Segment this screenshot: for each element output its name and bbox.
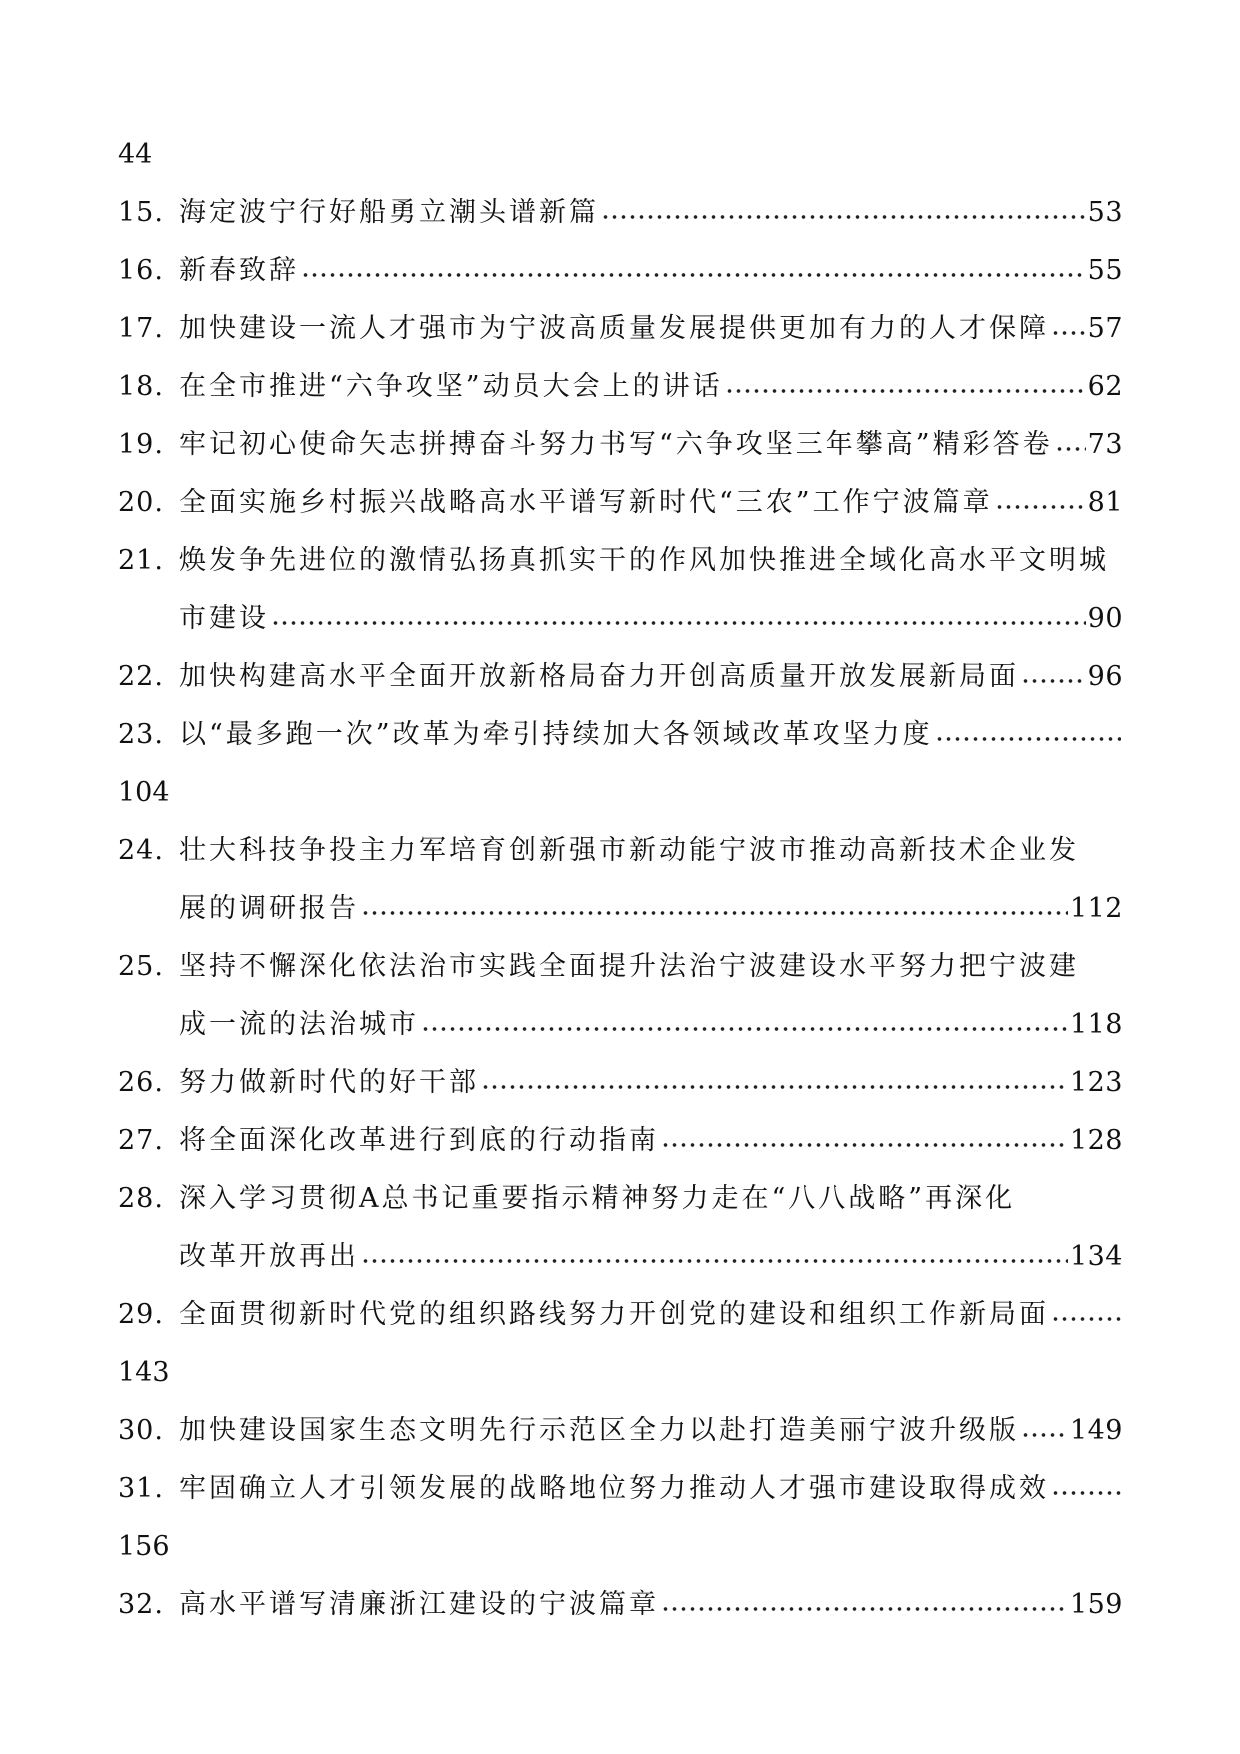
toc-page-number-overflow: 104 [118,777,170,808]
toc-page-number: 73 [1087,429,1123,460]
dot-leader [361,1259,1068,1263]
dot-leader [725,389,1086,393]
toc-entry-number: 30. [118,1415,164,1446]
dot-leader [421,1027,1068,1031]
toc-entry-number: 21. [118,545,164,576]
toc-entry-number: 22. [118,661,164,692]
toc-entry-title: 全面贯彻新时代党的组织路线努力开创党的建设和组织工作新局面 [179,1299,1049,1330]
toc-entry [118,1518,1123,1576]
toc-entry-title: 牢固确立人才引领发展的战略地位努力推动人才强市建设取得成效 [179,1473,1049,1504]
toc-entry-number: 31. [118,1473,164,1504]
toc-page-number-overflow: 44 [118,139,153,170]
toc-entry-title: 壮大科技争投主力军培育创新强市新动能宁波市推动高新技术企业发 [179,835,1079,866]
toc-page-number: 55 [1087,255,1123,286]
toc-entry-number: 28. [118,1183,164,1214]
toc-entry-title: 以“最多跑一次”改革为牵引持续加大各领域改革攻坚力度 [179,719,933,750]
toc-entry-title: 高水平谱写清廉浙江建设的宁波篇章 [179,1589,659,1620]
toc-entry [118,1402,1123,1460]
dot-leader [271,621,1086,625]
toc-entry [118,880,1123,938]
toc-entry [118,590,1123,648]
toc-page-number: 57 [1087,313,1123,344]
toc-entry [118,1576,1123,1634]
dot-leader [601,215,1086,219]
toc-entry-number: 17. [118,313,164,344]
dot-leader [661,1143,1068,1147]
toc-entry [118,996,1123,1054]
toc-entry [118,1054,1123,1112]
toc-page-number: 112 [1069,893,1123,924]
toc-entry-title: 成一流的法治城市 [179,1009,419,1040]
toc-entry [118,822,1123,880]
toc-page-number: 134 [1069,1241,1123,1272]
toc-entry [118,532,1123,590]
toc-entry-title: 全面实施乡村振兴战略高水平谱写新时代“三农”工作宁波篇章 [179,487,993,518]
toc-entry [118,1170,1123,1228]
toc-entry-number: 23. [118,719,164,750]
toc-page-number: 123 [1069,1067,1123,1098]
toc-entry-title: 加快构建高水平全面开放新格局奋力开创高质量开放发展新局面 [179,661,1019,692]
toc-entry-number: 24. [118,835,164,866]
toc-entry-title: 将全面深化改革进行到底的行动指南 [179,1125,659,1156]
toc-page-number: 81 [1087,487,1123,518]
toc-entry [118,1460,1123,1518]
toc-entry-number: 20. [118,487,164,518]
dot-leader [1021,1433,1068,1437]
toc-entry [118,938,1123,996]
toc-entry [118,764,1123,822]
toc-entry-title: 新春致辞 [179,255,299,286]
toc-page-number: 96 [1087,661,1123,692]
toc-entry-number: 19. [118,429,164,460]
toc-page-number: 90 [1087,603,1123,634]
toc-entry-number: 29. [118,1299,164,1330]
toc-page-number-overflow: 156 [118,1531,170,1562]
toc-entry-number: 26. [118,1067,164,1098]
toc-entry-title: 牢记初心使命矢志拼搏奋斗努力书写“六争攻坚三年攀高”精彩答卷 [179,429,1053,460]
dot-leader [1051,331,1086,335]
dot-leader [481,1085,1068,1089]
toc-page-number-overflow: 143 [118,1357,170,1388]
toc-entry-title: 努力做新时代的好干部 [179,1067,479,1098]
toc-entry-title: 加快建设一流人才强市为宁波高质量发展提供更加有力的人才保障 [179,313,1049,344]
toc-entry-number: 25. [118,951,164,982]
dot-leader [1021,679,1086,683]
dot-leader [1051,1317,1121,1321]
toc-entry-number: 15. [118,197,164,228]
toc-page-number: 62 [1087,371,1123,402]
toc-entry [118,1344,1123,1402]
dot-leader [935,737,1121,741]
toc-entry-number: 27. [118,1125,164,1156]
toc-entry [118,242,1123,300]
toc-entry-title: 在全市推进“六争攻坚”动员大会上的讲话 [179,371,723,402]
toc-entry [118,474,1123,532]
toc-entry-title: 坚持不懈深化依法治市实践全面提升法治宁波建设水平努力把宁波建 [179,951,1079,982]
toc-entry-title: 展的调研报告 [179,893,359,924]
toc-entry-title: 海定波宁行好船勇立潮头谱新篇 [179,197,599,228]
toc-entry-title: 市建设 [179,603,269,634]
toc-entry [118,416,1123,474]
dot-leader [661,1607,1068,1611]
toc-entry [118,1286,1123,1344]
toc-page-number: 118 [1069,1009,1123,1040]
toc-entry-number: 32. [118,1589,164,1620]
toc-page-number: 159 [1069,1589,1123,1620]
toc-entry [118,706,1123,764]
toc-entry [118,1112,1123,1170]
toc-entry-title: 改革开放再出 [179,1241,359,1272]
toc-entry [118,300,1123,358]
dot-leader [1051,1491,1121,1495]
toc-entry-title: 焕发争先进位的激情弘扬真抓实干的作风加快推进全域化高水平文明城 [179,545,1109,576]
toc-entry [118,358,1123,416]
toc-page-number: 149 [1069,1415,1123,1446]
dot-leader [361,911,1068,915]
toc-entry-title: 加快建设国家生态文明先行示范区全力以赴打造美丽宁波升级版 [179,1415,1019,1446]
toc-entry-number: 18. [118,371,164,402]
toc-entry [118,184,1123,242]
table-of-contents [118,126,1123,1634]
dot-leader [995,505,1086,509]
toc-entry [118,1228,1123,1286]
toc-entry [118,648,1123,706]
toc-page-number: 53 [1087,197,1123,228]
dot-leader [301,273,1086,277]
toc-entry-title: 深入学习贯彻A总书记重要指示精神努力走在“八八战略”再深化 [179,1183,1016,1214]
toc-page-number: 128 [1069,1125,1123,1156]
dot-leader [1055,447,1086,451]
toc-entry-number: 16. [118,255,164,286]
toc-entry [118,126,1123,184]
